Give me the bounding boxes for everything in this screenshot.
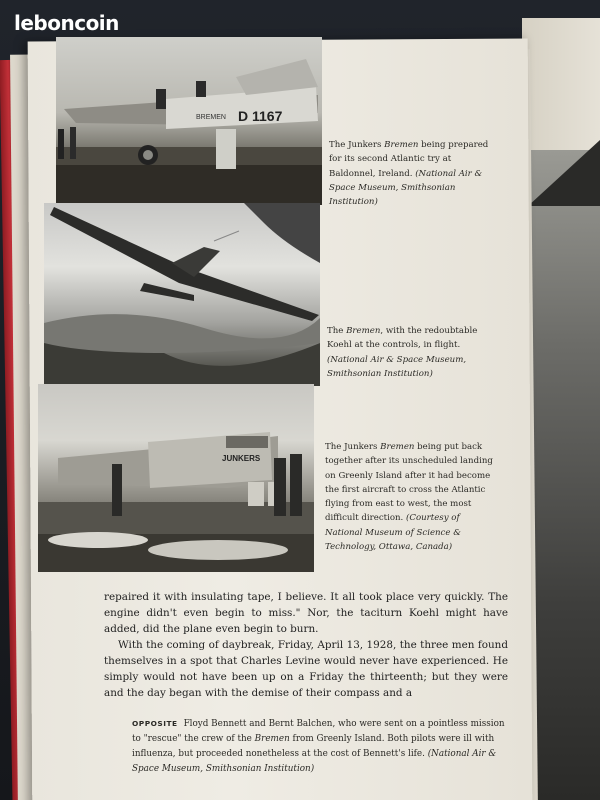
caption-photo-3: The Junkers Bremen being put back together after its unscheduled landing on Greenly Island after it had become the first aircraft to cross the Atlantic flying from east to west, the most difficult direction. (Courtesy of National Museum of Science & Technology, Ottawa, Canada): [325, 442, 493, 553]
opposite-caption: OPPOSITE Floyd Bennett and Bernt Balchen, who were sent on a pointless mission to "rescue" the crew of the Bremen from Greenly Island. Both pilots were ill with influenza, but proceeded nonetheless at the cost of Bennett's life. (National Air & Space Museum, Smithsonian Institution): [132, 719, 505, 774]
body-paragraph-2: With the coming of daybreak, Friday, April 13, 1928, the three men found themselves in a spot that Charles Levine would never have experienced. He simply would not have been up on a Friday the thirteenth; but they were and the day began with the demise of their compass and a: [104, 639, 508, 699]
caption-photo-1: The Junkers Bremen being prepared for its second Atlantic try at Baldonnel, Ireland. (National Air & Space Museum, Smithsonian Institution): [329, 140, 489, 208]
plane-marking-junkers: JUNKERS: [222, 454, 261, 463]
photo-bremen-in-flight: [44, 203, 320, 386]
bremen-ground-illustration: [56, 37, 322, 205]
plane-marking: D 1167: [238, 108, 283, 124]
bremen-greenly-illustration: [38, 384, 314, 572]
plane-marking-small: BREMEN: [196, 114, 226, 121]
photo-bremen-greenly-island: [38, 384, 314, 572]
body-paragraph-1: repaired it with insulating tape, I believe. It all took place very quickly. The engine didn't even begin to miss." Nor, the taciturn Koehl might have added, did the plane even begin to burn.: [104, 591, 508, 635]
facing-page-aircraft-wing: [528, 140, 600, 206]
bremen-flight-illustration: [44, 203, 320, 386]
body-text: [104, 589, 508, 701]
photo-bremen-on-ground: [56, 37, 322, 205]
leboncoin-watermark: leboncoin: [14, 11, 119, 35]
opposite-label: OPPOSITE: [132, 719, 178, 728]
caption-photo-2: The Bremen, with the redoubtable Koehl at the controls, in flight. (National Air & Space Museum, Smithsonian Institution): [327, 326, 478, 379]
